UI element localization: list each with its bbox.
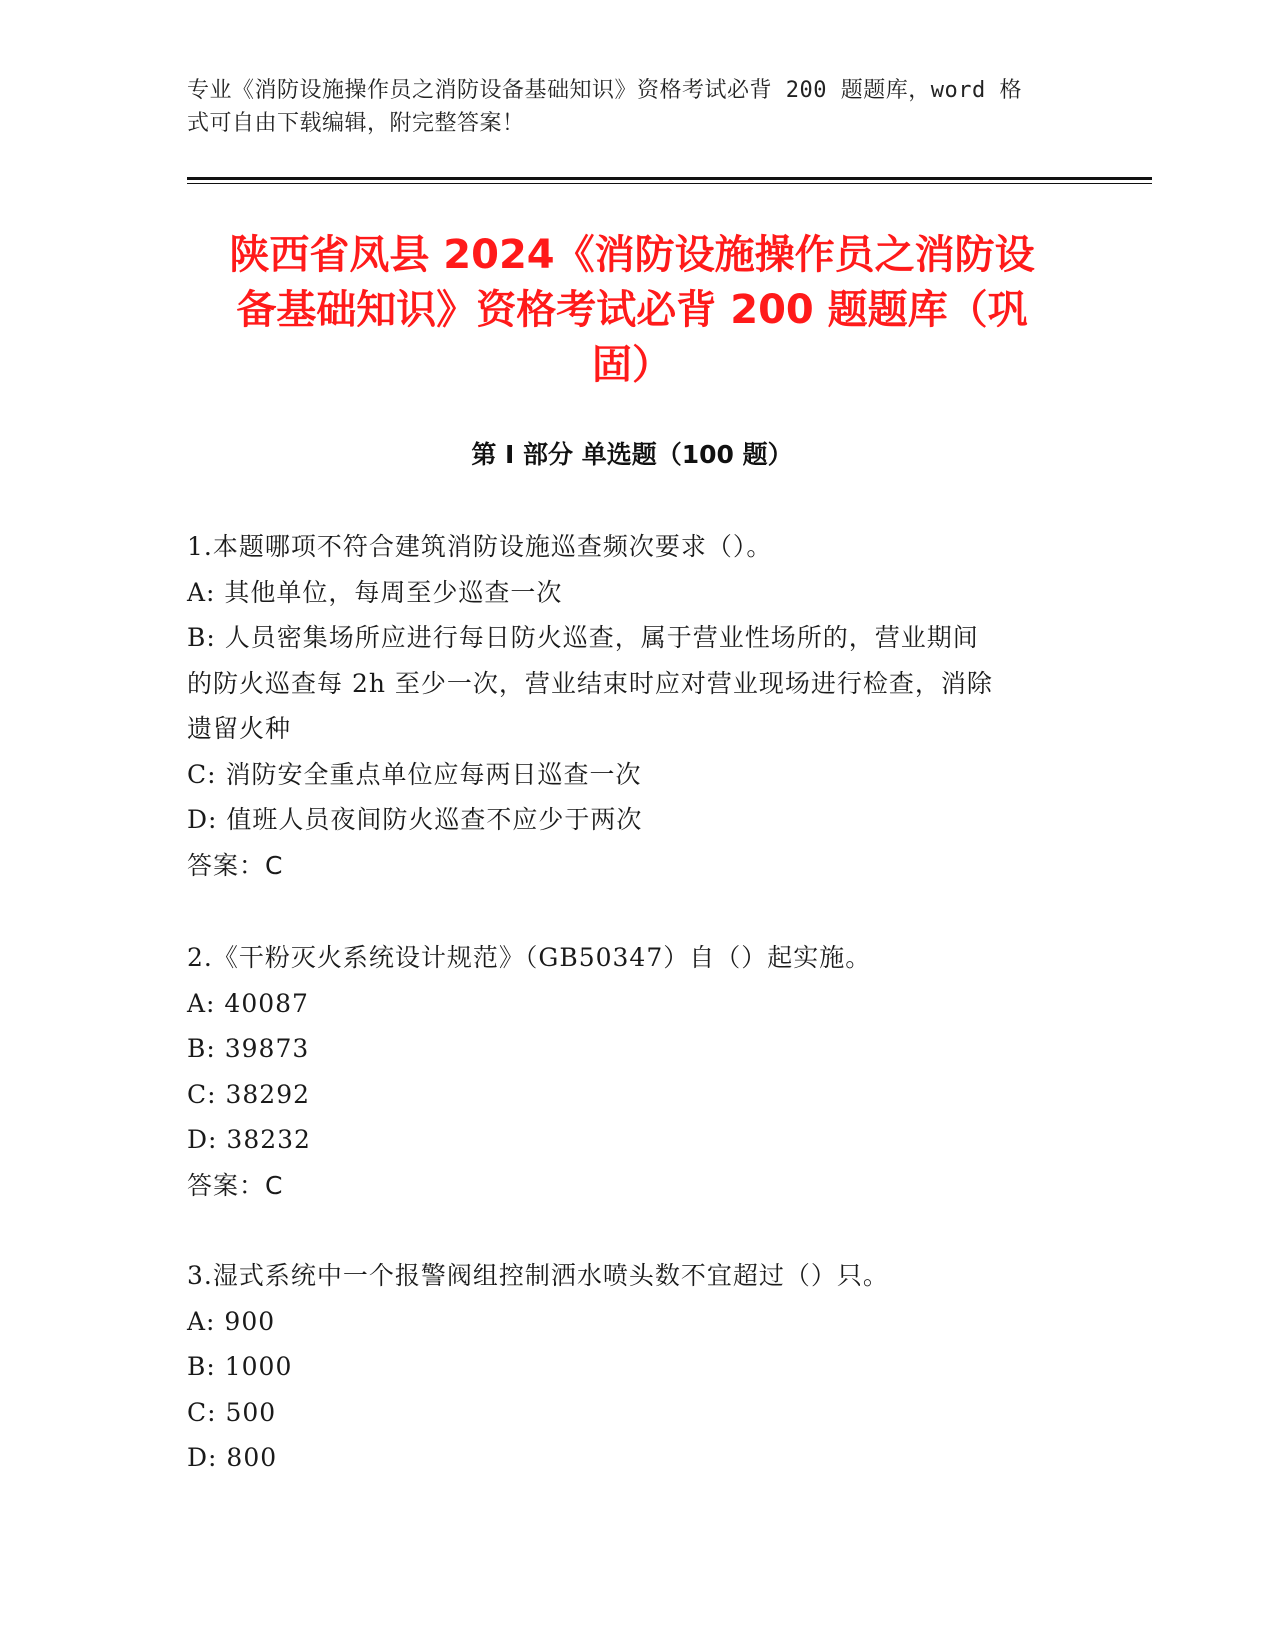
question-block: [187, 1253, 1077, 1481]
question-block: [187, 935, 1077, 1208]
option-c: C: 500: [187, 1397, 277, 1427]
option-d: D: 值班人员夜间防火巡查不应少于两次: [187, 805, 643, 834]
option-a: A: 900: [187, 1306, 276, 1336]
header-note-line: 专业《消防设施操作员之消防设备基础知识》资格考试必背 200 题题库，word 格: [187, 78, 1022, 103]
option-d: D: 38232: [187, 1125, 311, 1154]
title-line: 备基础知识》资格考试必背 200 题题库（巩: [236, 287, 1028, 333]
document-title: [187, 228, 1077, 393]
option-c: C: 消防安全重点单位应每两日巡查一次: [187, 759, 642, 789]
question-stem: 1.本题哪项不符合建筑消防设施巡查频次要求（）。: [187, 532, 773, 561]
option-c: C: 38292: [187, 1079, 311, 1109]
title-line: 固）: [592, 342, 672, 388]
answer-line: 答案：C: [187, 850, 284, 880]
title-line: 陕西省凤县 2024《消防设施操作员之消防设: [229, 232, 1035, 278]
option-b: B: 39873: [187, 1034, 310, 1063]
header-divider-thin: [187, 183, 1152, 184]
header-note-line: 式可自由下载编辑，附完整答案！: [187, 111, 525, 136]
answer-line: 答案：C: [187, 1170, 284, 1200]
option-b: B: 人员密集场所应进行每日防火巡查，属于营业性场所的，营业期间: [187, 623, 979, 652]
question-stem: 2.《干粉灭火系统设计规范》（GB50347）自（）起实施。: [187, 943, 872, 972]
section-heading: 第 I 部分 单选题（100 题）: [471, 440, 793, 469]
option-b-continued: 的防火巡查每 2h 至少一次，营业结束时应对营业现场进行检查，消除: [187, 668, 993, 698]
option-d: D: 800: [187, 1443, 278, 1472]
option-b: B: 1000: [187, 1352, 293, 1381]
question-stem: 3.湿式系统中一个报警阀组控制洒水喷头数不宜超过（）只。: [187, 1261, 889, 1290]
header-note: [187, 74, 1072, 140]
header-divider-thick: [187, 177, 1152, 180]
option-a: A: 其他单位，每周至少巡查一次: [187, 577, 563, 607]
question-block: [187, 524, 1077, 888]
option-b-continued: 遗留火种: [187, 714, 292, 743]
option-a: A: 40087: [187, 988, 309, 1018]
